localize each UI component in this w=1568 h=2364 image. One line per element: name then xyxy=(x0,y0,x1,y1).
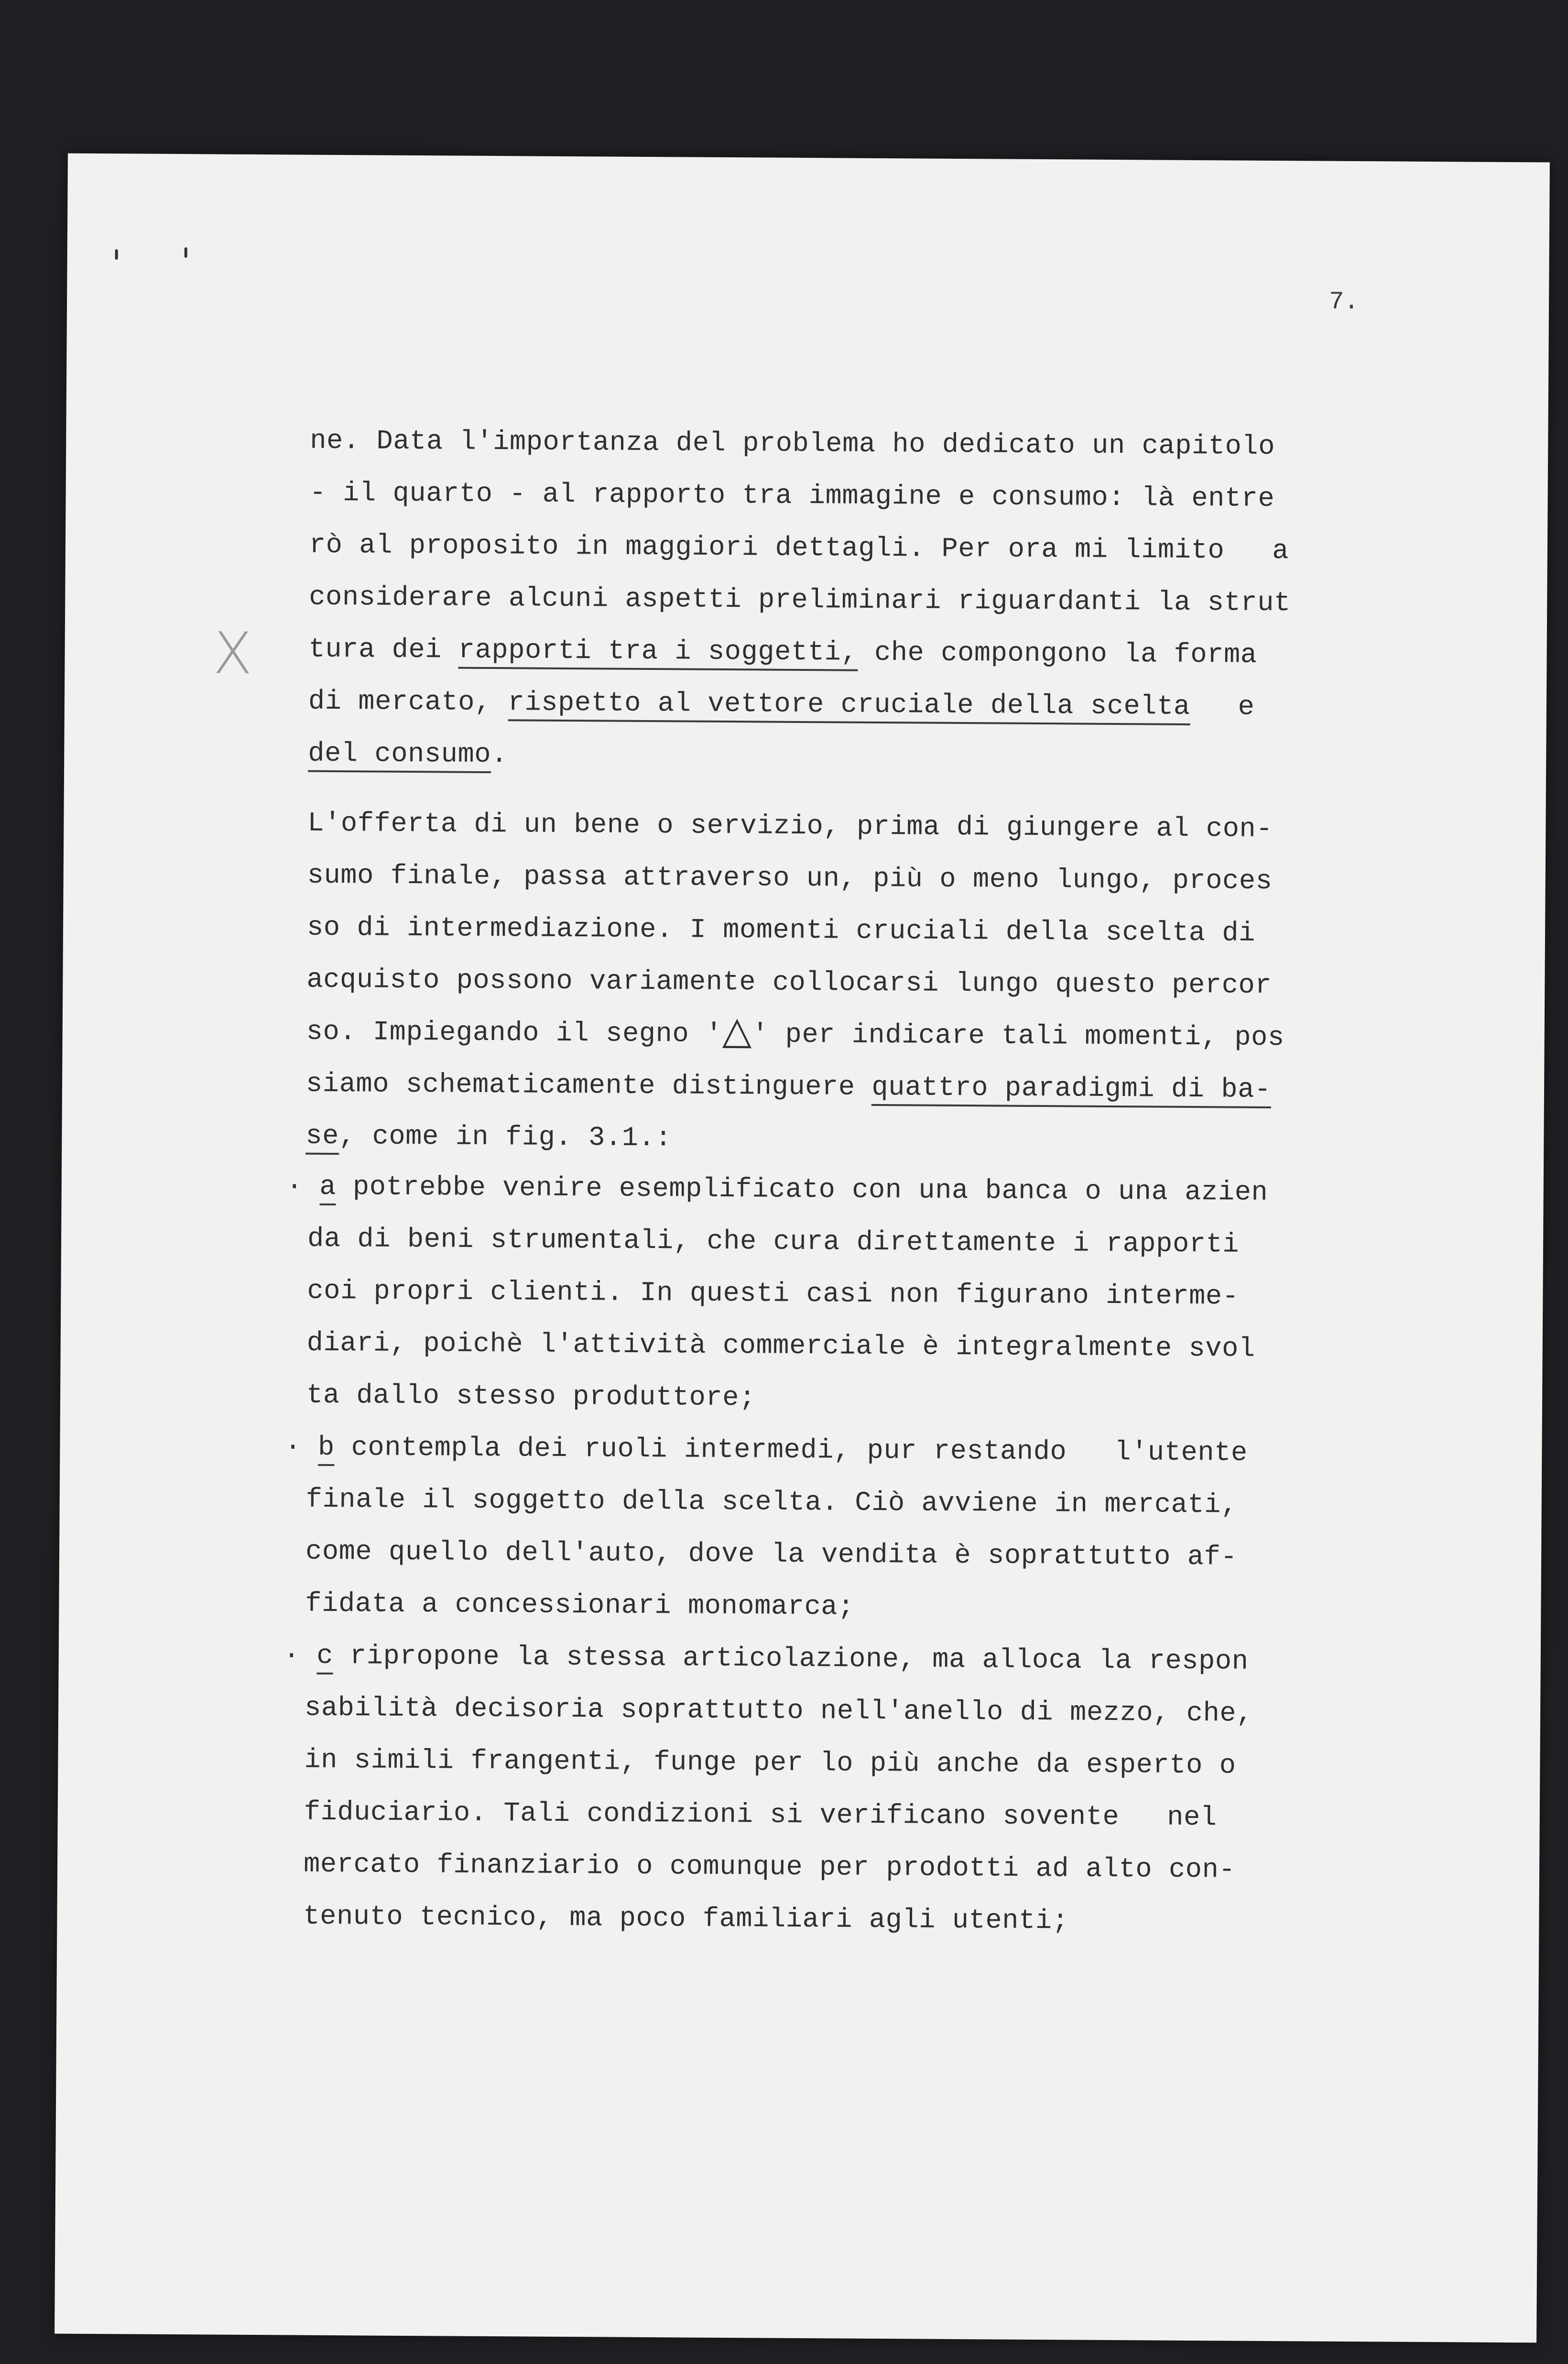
bullet: · xyxy=(284,1432,302,1463)
text-span: tura dei xyxy=(308,634,442,666)
paragraph-2 xyxy=(305,798,1388,1170)
text-line: so di intermediazione. I momenti cruciali della scelta di xyxy=(306,912,1256,949)
text-span: nel xyxy=(1167,1802,1217,1834)
text-span: contempla dei ruoli intermedi, pur restando xyxy=(351,1433,1067,1468)
text-line xyxy=(308,624,1389,683)
text-span: ripropone la stessa articolazione, ma alloca la respon xyxy=(349,1641,1249,1677)
text-line: sumo finale, passa attraverso un, più o meno lungo, proces xyxy=(307,860,1273,897)
page-number: 7. xyxy=(1328,287,1359,317)
text-line xyxy=(308,728,1389,787)
text-line xyxy=(282,1786,1363,1845)
text-line xyxy=(309,520,1390,579)
text-span: da di beni strumentali, che cura direttamente i rapporti xyxy=(307,1224,1240,1260)
text-span: fiduciario. Tali condizioni si verificano sovente xyxy=(304,1797,1120,1833)
underlined-phrase: quattro paradigmi di ba- xyxy=(871,1073,1271,1108)
text-span: rò al proposito in maggiori dettagli. Per ora mi limito xyxy=(309,530,1225,567)
text-span: finale il soggetto della scelta. Ciò avviene in mercati, xyxy=(305,1484,1238,1521)
text-span: e xyxy=(1238,692,1255,723)
text-line xyxy=(283,1682,1364,1741)
underlined-phrase: rispetto al vettore cruciale della scelta xyxy=(508,688,1190,725)
text-span: mercato finanziario o comunque per prodotti ad alto con- xyxy=(303,1849,1236,1886)
item-letter: c xyxy=(316,1641,333,1674)
text-line xyxy=(285,1369,1366,1428)
text-line xyxy=(283,1578,1364,1637)
text-line: considerare alcuni aspetti preliminari riguardanti la strut xyxy=(309,582,1291,619)
text-line xyxy=(285,1317,1366,1376)
margin-cross-mark: X xyxy=(213,620,253,687)
item-list xyxy=(282,1161,1367,1949)
text-span: . xyxy=(490,740,508,771)
text-span: a xyxy=(1272,536,1289,567)
text-line: ne. Data l'importanza del problema ho dedicato un capitolo xyxy=(310,426,1275,463)
text-span: , come in fig. 3.1.: xyxy=(338,1121,672,1154)
text-line xyxy=(305,1111,1386,1170)
text-span: siamo schematicamente distinguere xyxy=(305,1069,855,1103)
item-letter: a xyxy=(319,1172,336,1205)
paragraph-1 xyxy=(308,416,1391,787)
bullet: · xyxy=(286,1171,303,1203)
text-span: in simili frangenti, funge per lo più anche da esperto o xyxy=(304,1745,1236,1782)
underlined-phrase: rapporti tra i soggetti, xyxy=(458,635,858,671)
text-span: diari, poichè l'attività commerciale è integralmente svol xyxy=(306,1328,1255,1365)
text-span: so. Impiegando il segno ' xyxy=(306,1017,723,1050)
text-span: fidata a concessionari monomarca; xyxy=(305,1588,855,1623)
text-line xyxy=(283,1734,1363,1793)
text-line: - il quarto - al rapporto tra immagine e consumo: là entre xyxy=(309,478,1275,515)
text-span: potrebbe venire esemplificato con una banca o una azien xyxy=(352,1172,1268,1208)
text-line xyxy=(284,1526,1365,1585)
text-span: come quello dell'auto, dove la vendita è soprattutto af- xyxy=(305,1536,1238,1573)
text-line xyxy=(306,1059,1387,1117)
triangle-symbol: △ xyxy=(722,1007,752,1053)
list-item-c xyxy=(283,1630,1364,1689)
punch-mark xyxy=(115,249,118,260)
text-span: sabilità decisoria soprattutto nell'anello di mezzo, che, xyxy=(304,1693,1253,1729)
text-span: ta dallo stesso produttore; xyxy=(306,1380,756,1414)
underlined-phrase: del consumo xyxy=(308,739,491,773)
text-line: L'offerta di un bene o servizio, prima di giungere al con- xyxy=(307,808,1273,845)
text-line xyxy=(282,1891,1362,1949)
text-line: acquisto possono variamente collocarsi lungo questo percor xyxy=(306,964,1272,1001)
text-line xyxy=(284,1474,1365,1532)
text-span: che compongono la forma xyxy=(874,637,1257,671)
text-span: di mercato, xyxy=(308,686,492,719)
text-span: l'utente xyxy=(1114,1437,1248,1469)
text-line xyxy=(282,1839,1363,1897)
text-line xyxy=(306,1007,1387,1065)
punch-mark xyxy=(185,247,187,258)
underlined-phrase: se xyxy=(305,1121,339,1155)
text-line xyxy=(286,1213,1367,1272)
text-span: coi propri clienti. In questi casi non figurano interme- xyxy=(307,1276,1239,1313)
text-line xyxy=(308,676,1389,735)
document-page xyxy=(54,153,1550,2343)
bullet: · xyxy=(283,1641,300,1672)
item-letter: b xyxy=(318,1433,335,1466)
text-span: ' per indicare tali momenti, pos xyxy=(751,1019,1285,1054)
list-item-a xyxy=(286,1161,1367,1220)
text-line xyxy=(285,1265,1366,1324)
text-span: tenuto tecnico, ma poco familiari agli utenti; xyxy=(303,1901,1069,1937)
list-item-b xyxy=(284,1422,1365,1480)
